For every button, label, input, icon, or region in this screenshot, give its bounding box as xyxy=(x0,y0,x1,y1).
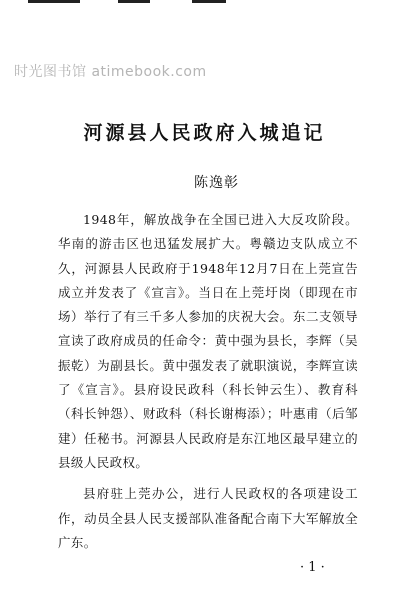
top-edge-mark xyxy=(118,0,150,3)
paragraph: 1948年，解放战争在全国已进入大反攻阶段。华南的游击区也迅猛发展扩大。粤赣边支队成立不久，河源县人民政府于1948年12月7日在上莞宣告成立并发表了《宣言》。当日在上莞圩岗（即现在市场）举行了有三千多人参加的庆祝大会。东二支领导宣读了政府成员的任命令：黄中强为县长，李辉（吴振乾）为副县长。黄中强发表了就职演说，李辉宣读了《宣言》。县府设民政科（科长钟云生）、教育科（科长钟怨）、财政科（科长谢梅添）；叶惠甫（后邹建）任秘书。河源县人民政府是东江地区最早建立的县级人民政权。 xyxy=(58,212,358,470)
article-title: 河源县人民政府入城追记 xyxy=(83,122,326,144)
paragraph: 县府驻上莞办公，进行人民政权的各项建设工作，动员全县人民支援部队准备配合南下大军解放全广东。 xyxy=(58,486,358,550)
watermark: 时光图书馆 atimebook.com xyxy=(14,64,207,80)
page-number: · 1 · xyxy=(300,560,325,575)
top-edge-marks xyxy=(0,0,409,4)
author-name: 陈逸彰 xyxy=(194,175,239,191)
top-edge-mark xyxy=(28,0,80,3)
article-body xyxy=(58,208,358,562)
top-edge-mark xyxy=(192,0,226,3)
